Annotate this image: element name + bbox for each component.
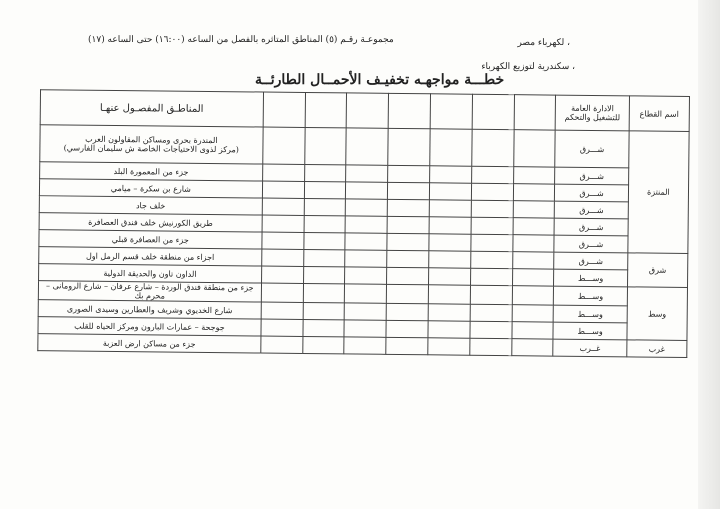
empty-cell [345,250,387,267]
empty-cell [428,321,470,338]
empty-cell [345,267,387,284]
empty-cell [344,303,386,320]
empty-cell [386,284,428,303]
empty-cell [511,339,553,356]
empty-cell [429,234,471,251]
empty-cell [304,181,346,198]
mgmt-cell: شـــرق [555,167,629,185]
empty-cell [513,218,555,235]
empty-cell [428,338,470,355]
sector-cell: غرب [627,340,687,358]
empty-cell [428,268,470,285]
mgmt-cell: وســـط [554,269,628,287]
empty-cell [470,268,512,285]
header-empty [430,94,472,129]
empty-cell [429,251,471,268]
empty-cell [430,129,472,166]
header-sector: اسم القطاع [629,96,690,132]
empty-cell [262,232,304,249]
mgmt-cell: غــرب [553,339,627,357]
mgmt-cell: شـــرق [555,184,629,202]
empty-cell [513,167,555,184]
empty-cell [304,127,346,164]
empty-cell [386,303,428,320]
empty-cell [304,215,346,232]
mgmt-cell: شـــرق [554,235,628,253]
company-name: ، لكهرباء مصر [517,38,570,48]
area-cell: جزء من مساكن ارض العزبة [38,334,261,353]
area-cell: شارع بن سكرة – ميامي [39,179,262,198]
empty-cell [346,199,388,216]
sector-cell: المنتزة [628,131,689,254]
empty-cell [471,183,513,200]
empty-cell [345,284,387,303]
empty-cell [386,320,428,337]
empty-cell [303,232,345,249]
group-line: مجموعـة رقـم (٥) المناطق المتاثره بالفصل من الساعه (١٦:٠٠) حتى الساعه (١٧) [88,35,394,45]
empty-cell [428,304,470,321]
header-empty [263,92,305,127]
empty-cell [261,336,303,353]
empty-cell [303,266,345,283]
mgmt-cell: شـــرق [554,252,628,270]
area-text: المندرة بحرى ومساكن المقاولون العرب [85,134,218,146]
empty-cell [388,128,430,165]
empty-cell [344,337,386,354]
empty-cell [513,130,555,167]
sector-cell: شرق [627,253,688,288]
empty-cell [346,165,388,182]
area-cell: اجزاء من منطقة خلف قسم الرمل اول [39,247,262,266]
load-shedding-table [37,89,690,358]
empty-cell [346,182,388,199]
mgmt-cell: شـــرق [555,130,629,168]
empty-cell [471,217,513,234]
empty-cell [512,252,554,269]
empty-cell [346,128,388,165]
header-empty [305,92,347,127]
empty-cell [471,234,513,251]
empty-cell [471,166,513,183]
empty-cell [472,129,514,166]
area-cell: خلف جاد [39,196,262,215]
empty-cell [302,336,344,353]
area-cell: طريق الكورنيش خلف فندق العصافرة [39,213,262,232]
area-cell: جزء من المعمورة البلد [40,162,263,181]
empty-cell [513,184,555,201]
empty-cell [261,302,303,319]
empty-cell [262,198,304,215]
header-mgmt: الادارة العامة للتشغيل والتحكم [556,95,630,131]
sector-cell: وسط [627,287,688,341]
empty-cell [430,166,472,183]
empty-cell [262,215,304,232]
empty-cell [262,127,304,164]
empty-cell [344,320,386,337]
empty-cell [388,165,430,182]
header-empty [514,95,556,130]
empty-cell [303,249,345,266]
empty-cell [261,249,303,266]
company-subname: ، سكندرية لتوزيع الكهرباء [481,62,575,72]
header-empty [388,93,430,128]
area-cell [40,125,263,164]
empty-cell [429,183,471,200]
empty-cell [512,269,554,286]
mgmt-cell: شـــرق [554,218,628,236]
empty-cell [471,200,513,217]
empty-cell [304,164,346,181]
empty-cell [261,266,303,283]
empty-cell [470,285,512,304]
mgmt-cell: وســـط [554,305,628,323]
area-cell: جزء من منطقة فندق الوردة – شارع عرفان – شارع الرومانى – محرم بك [38,281,261,302]
empty-cell [429,200,471,217]
empty-cell [512,286,554,305]
empty-cell [261,283,303,302]
document-title: خطـــة مواجهـه تخفيـف الأحمــال الطارئــة [255,72,505,88]
header-empty [472,94,514,129]
mgmt-cell: شـــرق [555,201,629,219]
empty-cell [387,199,429,216]
empty-cell [470,304,512,321]
mgmt-cell: وســـط [554,286,628,306]
empty-cell [512,235,554,252]
empty-cell [470,251,512,268]
header-empty [346,93,388,128]
empty-cell [386,337,428,354]
area-cell: جوجحة – عمارات البارون ومركز الحياه للقلب [38,317,261,336]
empty-cell [512,322,554,339]
empty-cell [303,302,345,319]
empty-cell [512,305,554,322]
empty-cell [302,319,344,336]
area-cell: شارع الخديوي وشريف والعطارين وسيدى الصورى [38,300,261,319]
empty-cell [262,164,304,181]
empty-cell [387,233,429,250]
empty-cell [387,216,429,233]
area-text-2: (مركز لذوى الاحتياجات الخاصة ش سليمان الفارسي) [63,143,239,155]
empty-cell [470,321,512,338]
empty-cell [262,181,304,198]
area-cell: الداون تاون والحديقة الدولية [39,264,262,283]
header-areas: المناطـق المفصـول عنهـا [40,90,263,127]
empty-cell [303,283,345,302]
mgmt-cell: وســـط [553,322,627,340]
empty-cell [387,267,429,284]
empty-cell [345,216,387,233]
scan-edge [698,0,720,509]
empty-cell [345,233,387,250]
empty-cell [429,217,471,234]
empty-cell [304,198,346,215]
empty-cell [388,182,430,199]
empty-cell [387,250,429,267]
empty-cell [261,319,303,336]
empty-cell [513,201,555,218]
area-cell: جزء من العصافرة قبلي [39,230,262,249]
empty-cell [428,285,470,304]
empty-cell [470,338,512,355]
